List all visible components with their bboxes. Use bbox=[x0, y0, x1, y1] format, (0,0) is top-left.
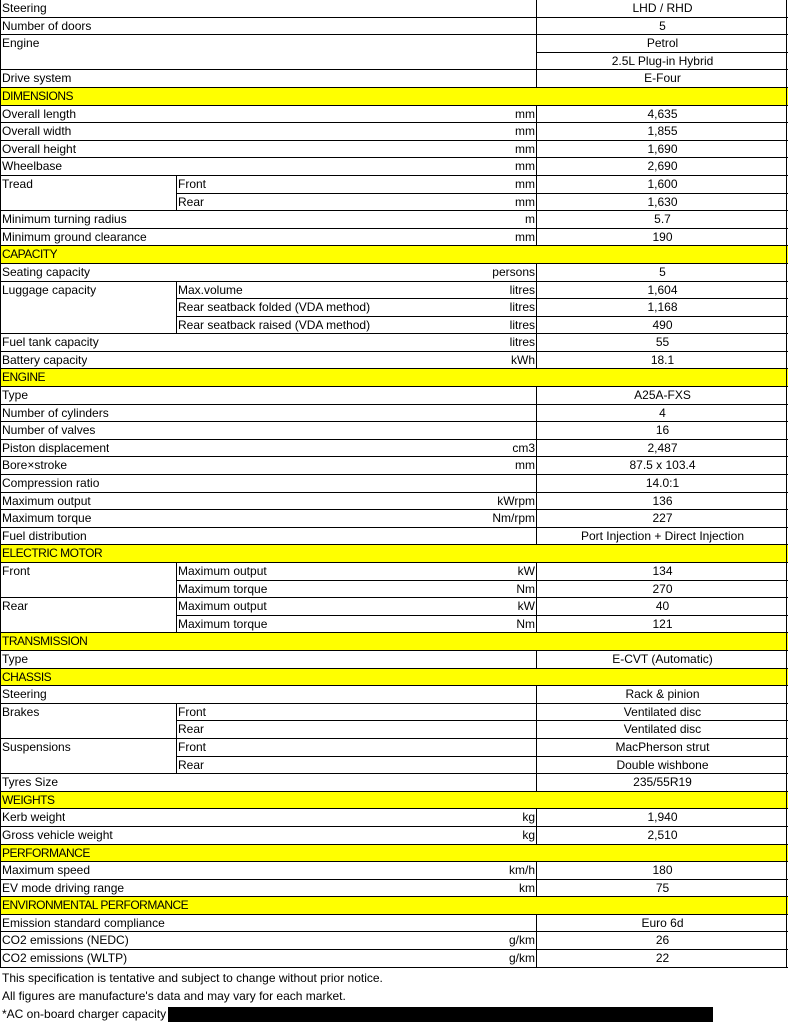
spec-value: A25A-FXS bbox=[634, 388, 691, 403]
spec-label: Overall length bbox=[2, 106, 77, 121]
spec-row bbox=[0, 70, 788, 88]
spec-label: Suspensions bbox=[2, 739, 71, 754]
spec-value: 5 bbox=[659, 264, 666, 279]
spec-value: 1,168 bbox=[647, 300, 678, 315]
spec-label: Number of cylinders bbox=[2, 405, 109, 420]
section-title: ELECTRIC MOTOR bbox=[2, 546, 103, 561]
spec-row bbox=[0, 0, 788, 18]
spec-row bbox=[0, 616, 788, 634]
spec-value: 121 bbox=[652, 616, 673, 631]
spec-unit: Nm bbox=[516, 581, 535, 596]
spec-row bbox=[0, 123, 788, 141]
spec-label: Minimum ground clearance bbox=[2, 229, 147, 244]
spec-label: Kerb weight bbox=[2, 810, 66, 825]
spec-row bbox=[0, 334, 788, 352]
spec-label: Piston displacement bbox=[2, 440, 110, 455]
spec-row bbox=[0, 264, 788, 282]
spec-row bbox=[0, 475, 788, 493]
section-header bbox=[0, 545, 788, 563]
spec-value: 5 bbox=[659, 18, 666, 33]
section-title: DIMENSIONS bbox=[2, 88, 74, 103]
spec-row bbox=[0, 704, 788, 722]
spec-value: 2.5L Plug-in Hybrid bbox=[611, 53, 714, 68]
spec-label: Number of valves bbox=[2, 423, 96, 438]
spec-sublabel: Maximum output bbox=[178, 564, 267, 578]
spec-value: Rack & pinion bbox=[625, 687, 700, 702]
spec-row bbox=[0, 229, 788, 247]
section-header bbox=[0, 792, 788, 810]
redacted-text-bar bbox=[168, 1007, 713, 1022]
spec-sublabel: Front bbox=[178, 704, 207, 719]
spec-unit: litres bbox=[509, 335, 535, 350]
footnote-charger-label: *AC on-board charger capacity bbox=[2, 1007, 167, 1021]
section-title: TRANSMISSION bbox=[2, 634, 88, 649]
spec-row bbox=[0, 528, 788, 546]
spec-value: Double wishbone bbox=[616, 757, 709, 772]
spec-sublabel: Front bbox=[178, 739, 207, 754]
spec-row bbox=[0, 932, 788, 950]
spec-label: Maximum output bbox=[2, 493, 91, 508]
footnote-market: All figures are manufacture's data and may vary for each market. bbox=[2, 989, 346, 1003]
spec-label: Emission standard compliance bbox=[2, 915, 165, 930]
spec-label: Compression ratio bbox=[2, 476, 100, 491]
spec-row bbox=[0, 387, 788, 405]
section-header bbox=[0, 88, 788, 106]
spec-row bbox=[0, 158, 788, 176]
spec-row bbox=[0, 141, 788, 159]
spec-label: Brakes bbox=[2, 704, 40, 719]
spec-value: 180 bbox=[652, 863, 673, 878]
spec-unit: g/km bbox=[508, 951, 535, 966]
spec-sublabel: Maximum torque bbox=[178, 581, 268, 596]
spec-row bbox=[0, 493, 788, 511]
spec-label: Front bbox=[2, 564, 31, 578]
spec-value: 22 bbox=[655, 951, 670, 966]
spec-value: 5.7 bbox=[654, 212, 671, 227]
spec-value: 136 bbox=[652, 493, 673, 508]
spec-row bbox=[0, 211, 788, 229]
spec-sublabel: Max.volume bbox=[178, 282, 243, 297]
spec-value: E-Four bbox=[644, 71, 681, 86]
spec-sublabel: Rear seatback folded (VDA method) bbox=[178, 300, 371, 315]
spec-unit: mm bbox=[515, 194, 535, 209]
spec-row bbox=[0, 651, 788, 669]
spec-value: 190 bbox=[652, 229, 673, 244]
spec-row bbox=[0, 440, 788, 458]
spec-value: 1,630 bbox=[647, 194, 678, 209]
spec-value: E-CVT (Automatic) bbox=[612, 651, 713, 666]
spec-row bbox=[0, 827, 788, 845]
spec-value: LHD / RHD bbox=[632, 1, 693, 15]
spec-unit: mm bbox=[515, 458, 535, 473]
section-title: PERFORMANCE bbox=[2, 845, 90, 860]
spec-unit: kWrpm bbox=[497, 493, 535, 508]
spec-value: 14.0:1 bbox=[645, 476, 680, 491]
spec-unit: Nm/rpm bbox=[492, 511, 535, 526]
spec-label: Drive system bbox=[2, 71, 72, 86]
spec-value: 75 bbox=[655, 880, 670, 895]
spec-unit: m bbox=[525, 212, 535, 227]
spec-row bbox=[0, 809, 788, 827]
spec-value: 2,487 bbox=[647, 440, 678, 455]
spec-unit: mm bbox=[515, 141, 535, 156]
spec-label: Luggage capacity bbox=[2, 282, 97, 297]
spec-row bbox=[0, 53, 788, 71]
spec-unit: kg bbox=[522, 827, 535, 842]
spec-sublabel: Rear seatback raised (VDA method) bbox=[178, 317, 371, 332]
spec-row bbox=[0, 950, 788, 968]
spec-value: 26 bbox=[655, 933, 670, 948]
spec-value: 134 bbox=[652, 564, 673, 578]
spec-value: Port Injection + Direct Injection bbox=[580, 528, 745, 543]
spec-label: EV mode driving range bbox=[2, 880, 125, 895]
spec-label: Battery capacity bbox=[2, 352, 88, 367]
spec-row bbox=[0, 510, 788, 528]
spec-label: Type bbox=[2, 651, 29, 666]
spec-label: Rear bbox=[2, 599, 29, 614]
spec-row bbox=[0, 774, 788, 792]
spec-row bbox=[0, 563, 788, 581]
spec-row bbox=[0, 862, 788, 880]
spec-sublabel: Maximum torque bbox=[178, 616, 268, 631]
spec-unit: kW bbox=[517, 564, 535, 578]
section-title: CAPACITY bbox=[2, 247, 58, 262]
spec-value: 18.1 bbox=[650, 352, 675, 367]
spec-label: Gross vehicle weight bbox=[2, 827, 113, 842]
spec-unit: kWh bbox=[511, 352, 535, 367]
spec-row bbox=[0, 598, 788, 616]
spec-row bbox=[0, 581, 788, 599]
spec-label: Seating capacity bbox=[2, 264, 91, 279]
spec-unit: km bbox=[519, 880, 535, 895]
spec-value: 4 bbox=[659, 405, 666, 420]
spec-value: 227 bbox=[652, 511, 673, 526]
spec-row bbox=[0, 405, 788, 423]
spec-row bbox=[0, 915, 788, 933]
spec-row bbox=[0, 880, 788, 898]
spec-unit: mm bbox=[515, 159, 535, 174]
spec-unit: km/h bbox=[508, 863, 535, 878]
section-title: CHASSIS bbox=[2, 669, 52, 684]
spec-row bbox=[0, 299, 788, 317]
spec-value: Euro 6d bbox=[641, 915, 684, 930]
spec-value: 55 bbox=[655, 335, 670, 350]
footnotes bbox=[0, 969, 788, 1023]
spec-label: Overall height bbox=[2, 141, 77, 156]
spec-value: 1,690 bbox=[647, 141, 678, 156]
footnote-disclaimer: This specification is tentative and subject to change without prior notice. bbox=[2, 971, 383, 985]
spec-unit: kg bbox=[522, 810, 535, 825]
spec-unit: mm bbox=[515, 106, 535, 121]
spec-value: MacPherson strut bbox=[615, 739, 710, 754]
spec-label: Bore×stroke bbox=[2, 458, 68, 473]
spec-unit: litres bbox=[509, 317, 535, 332]
section-title: ENVIRONMENTAL PERFORMANCE bbox=[2, 898, 189, 913]
spec-label: Number of doors bbox=[2, 18, 92, 33]
spec-row bbox=[0, 739, 788, 757]
spec-sublabel: Front bbox=[178, 176, 207, 191]
spec-unit: g/km bbox=[508, 933, 535, 948]
spec-row bbox=[0, 352, 788, 370]
spec-unit: litres bbox=[509, 282, 535, 297]
spec-label: Fuel tank capacity bbox=[2, 335, 99, 350]
section-header bbox=[0, 669, 788, 687]
spec-label: Fuel distribution bbox=[2, 528, 87, 543]
spec-unit: cm3 bbox=[512, 440, 535, 455]
spec-value: 40 bbox=[655, 599, 670, 614]
spec-sublabel: Maximum output bbox=[178, 599, 267, 614]
section-header bbox=[0, 633, 788, 651]
spec-row bbox=[0, 35, 788, 53]
spec-label: Tyres Size bbox=[2, 775, 59, 790]
spec-row bbox=[0, 457, 788, 475]
spec-label: CO2 emissions (WLTP) bbox=[2, 951, 128, 966]
spec-value: Petrol bbox=[646, 36, 679, 51]
spec-label: Steering bbox=[2, 1, 47, 15]
spec-unit: Nm bbox=[516, 616, 535, 631]
section-title: WEIGHTS bbox=[2, 792, 55, 807]
spec-row bbox=[0, 18, 788, 36]
spec-sublabel: Rear bbox=[178, 757, 205, 772]
section-header bbox=[0, 246, 788, 264]
spec-value: 1,855 bbox=[647, 124, 678, 139]
spec-unit: persons bbox=[492, 264, 535, 279]
spec-sublabel: Rear bbox=[178, 194, 205, 209]
spec-value: 1,600 bbox=[647, 176, 678, 191]
spec-value: 490 bbox=[652, 317, 673, 332]
spec-row bbox=[0, 176, 788, 194]
spec-label: Steering bbox=[2, 687, 47, 702]
spec-value: 270 bbox=[652, 581, 673, 596]
spec-row bbox=[0, 686, 788, 704]
spec-value: 235/55R19 bbox=[633, 775, 692, 790]
spec-unit: kW bbox=[517, 599, 535, 614]
spec-row bbox=[0, 422, 788, 440]
spec-unit: mm bbox=[515, 229, 535, 244]
section-header bbox=[0, 845, 788, 863]
spec-value: 2,690 bbox=[647, 159, 678, 174]
spec-label: Wheelbase bbox=[2, 159, 63, 174]
spec-value: 87.5 x 103.4 bbox=[629, 458, 696, 473]
spec-value: 1,604 bbox=[647, 282, 678, 297]
spec-label: Engine bbox=[2, 36, 40, 51]
footnote-charger bbox=[0, 1005, 788, 1023]
spec-value: Ventilated disc bbox=[623, 704, 702, 719]
spec-unit: litres bbox=[509, 300, 535, 315]
section-title: ENGINE bbox=[2, 370, 46, 385]
spec-label: Maximum speed bbox=[2, 863, 91, 878]
spec-row bbox=[0, 721, 788, 739]
spec-row bbox=[0, 757, 788, 775]
spec-row bbox=[0, 194, 788, 212]
section-header bbox=[0, 897, 788, 915]
spec-value: 2,510 bbox=[647, 827, 678, 842]
spec-value: 4,635 bbox=[647, 106, 678, 121]
spec-value: 16 bbox=[655, 423, 670, 438]
spec-value: 1,940 bbox=[647, 810, 678, 825]
spec-label: Maximum torque bbox=[2, 511, 92, 526]
spec-row bbox=[0, 282, 788, 300]
spec-label: Type bbox=[2, 388, 29, 403]
spec-label: CO2 emissions (NEDC) bbox=[2, 933, 129, 948]
spec-label: Tread bbox=[2, 176, 33, 191]
spec-sublabel: Rear bbox=[178, 722, 205, 737]
section-header bbox=[0, 369, 788, 387]
spec-label: Overall width bbox=[2, 124, 72, 139]
spec-row bbox=[0, 317, 788, 335]
spec-unit: mm bbox=[515, 124, 535, 139]
spec-value: Ventilated disc bbox=[623, 722, 702, 737]
spec-unit: mm bbox=[515, 176, 535, 191]
spec-row bbox=[0, 106, 788, 124]
spec-label: Minimum turning radius bbox=[2, 212, 127, 227]
